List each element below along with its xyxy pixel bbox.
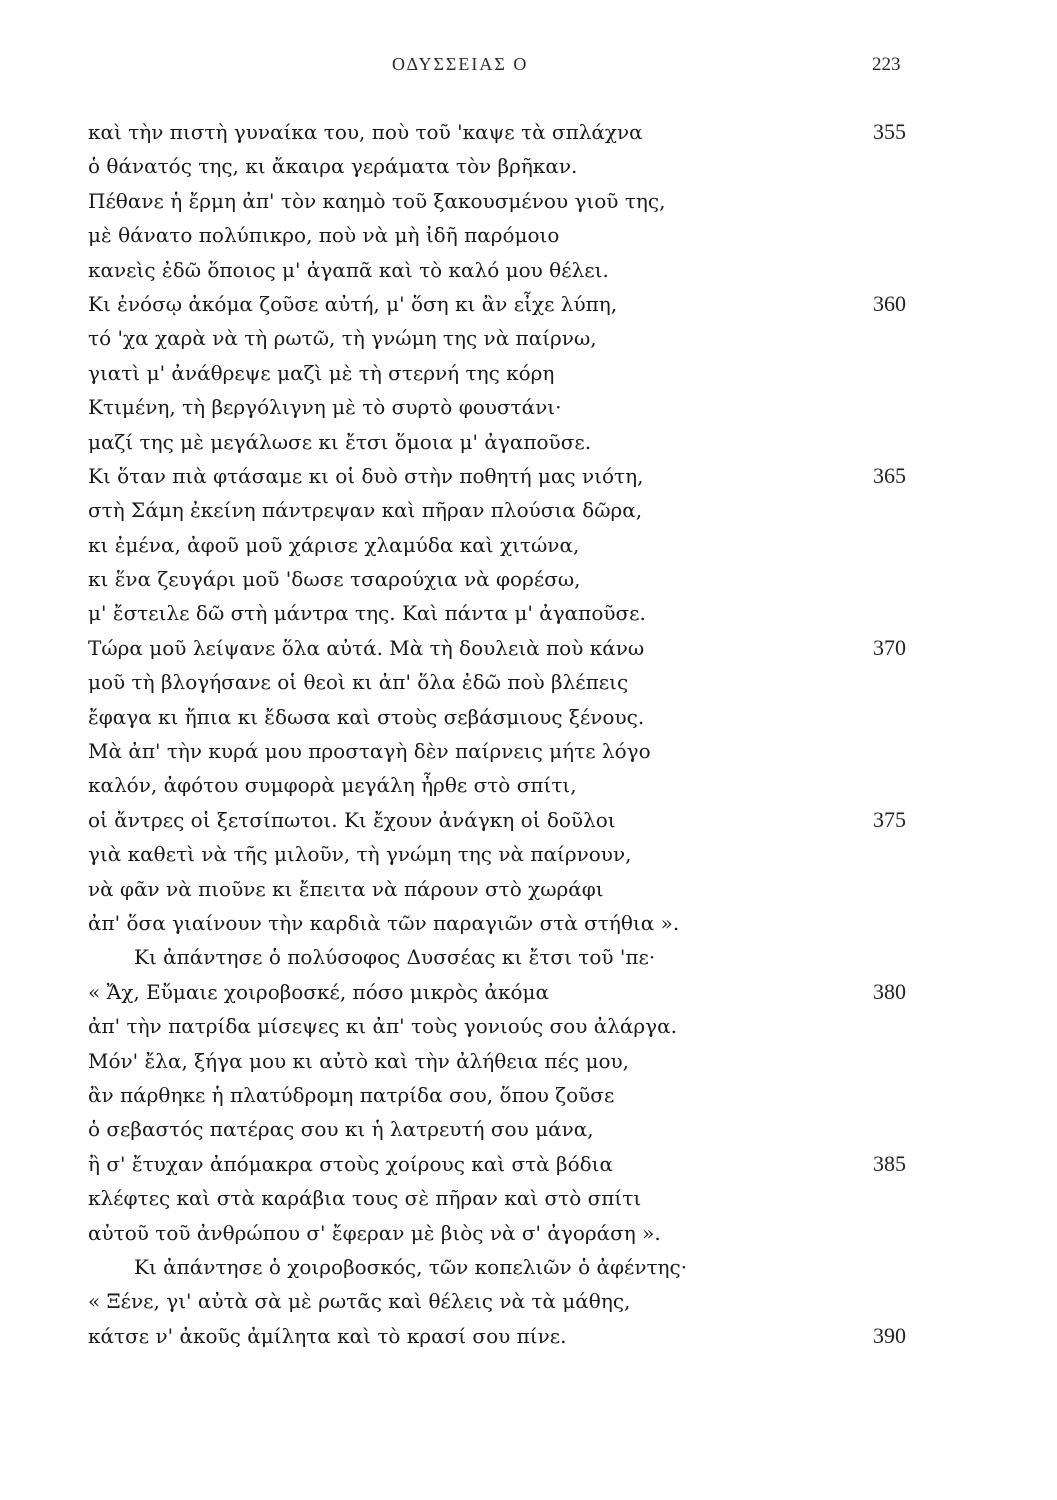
verse-text: γιατὶ μ' ἀνάθρεψε μαζὶ μὲ τὴ στερνή της κόρη: [88, 360, 555, 385]
verse-text: « Ξένε, γι' αὐτὰ σὰ μὲ ρωτᾶς καὶ θέλεις νὰ τὰ μάθης,: [88, 1289, 631, 1314]
verse-text: τό 'χα χαρὰ νὰ τὴ ρωτῶ, τὴ γνώμη της νὰ παίρνω,: [88, 326, 597, 351]
verse-text: κανεὶς ἐδῶ ὅποιος μ' ἀγαπᾶ καὶ τὸ καλό μου θέλει.: [88, 257, 609, 282]
verse-line: [88, 1078, 948, 1112]
verse-line: [88, 1284, 948, 1318]
poem-text: [88, 115, 948, 1353]
verse-line: [88, 287, 948, 321]
line-number: 365: [873, 462, 906, 488]
verse-text: ὁ σεβαστός πατέρας σου κι ἡ λατρευτή σου μάνα,: [88, 1117, 594, 1142]
verse-text: Κτιμένη, τὴ βεργόλιγνη μὲ τὸ συρτὸ φουστάνι·: [88, 395, 562, 420]
verse-text: μ' ἔστειλε δῶ στὴ μάντρα της. Καὶ πάντα μ' ἀγαποῦσε.: [88, 601, 646, 626]
verse-text: καλόν, ἀφότου συμφορὰ μεγάλη ἦρθε στὸ σπίτι,: [88, 773, 577, 798]
verse-text: Κι ἐνόσῳ ἀκόμα ζοῦσε αὐτή, μ' ὅση κι ἂν εἶχε λύπη,: [88, 291, 618, 316]
verse-text: ἂν πάρθηκε ἡ πλατύδρομη πατρίδα σου, ὅπου ζοῦσε: [88, 1082, 615, 1107]
verse-line: [88, 149, 948, 183]
line-number: 360: [873, 290, 906, 316]
verse-line: [88, 321, 948, 355]
verse-line: [88, 425, 948, 459]
verse-line: [88, 665, 948, 699]
verse-text: οἱ ἄντρες οἱ ξετσίπωτοι. Κι ἔχουν ἀνάγκη οἱ δοῦλοι: [88, 807, 616, 832]
verse-line: [88, 253, 948, 287]
verse-text: ἢ σ' ἔτυχαν ἀπόμακρα στοὺς χοίρους καὶ στὰ βόδια: [88, 1151, 614, 1176]
verse-text: ἀπ' ὅσα γιαίνουν τὴν καρδιὰ τῶν παραγιῶν στὰ στήθια ».: [88, 910, 680, 935]
line-number: 355: [873, 119, 906, 144]
verse-line: [88, 459, 948, 493]
verse-line: [88, 768, 948, 802]
verse-text: στὴ Σάμη ἐκείνη πάντρεψαν καὶ πῆραν πλούσια δῶρα,: [88, 498, 643, 523]
verse-line: [88, 1009, 948, 1043]
verse-line: [88, 115, 948, 149]
line-number: 380: [873, 978, 906, 1004]
verse-line: [88, 1319, 948, 1353]
verse-line: [88, 596, 948, 630]
verse-line: [88, 1250, 948, 1284]
verse-text: Μόν' ἔλα, ξήγα μου κι αὐτὸ καὶ τὴν ἀλήθεια πές μου,: [88, 1048, 630, 1073]
verse-line: [88, 975, 948, 1009]
verse-text: Κι ἀπάντησε ὁ χοιροβοσκός, τῶν κοπελιῶν ὁ ἀφέντης·: [134, 1254, 688, 1279]
verse-line: [88, 906, 948, 940]
verse-line: [88, 700, 948, 734]
verse-line: [88, 1044, 948, 1078]
verse-line: [88, 218, 948, 252]
verse-text: κι ἐμένα, ἀφοῦ μοῦ χάρισε χλαμύδα καὶ χιτώνα,: [88, 532, 580, 557]
verse-text: « Ἄχ, Εὔμαιε χοιροβοσκέ, πόσο μικρὸς ἀκόμα: [88, 979, 550, 1004]
verse-line: [88, 1181, 948, 1215]
verse-text: κι ἕνα ζευγάρι μοῦ 'δωσε τσαρούχια νὰ φορέσω,: [88, 567, 581, 592]
verse-line: [88, 734, 948, 768]
verse-text: Κι ἀπάντησε ὁ πολύσοφος Δυσσέας κι ἔτσι τοῦ 'πε·: [134, 945, 656, 970]
verse-line: [88, 837, 948, 871]
verse-text: κλέφτες καὶ στὰ καράβια τους σὲ πῆραν καὶ στὸ σπίτι: [88, 1186, 642, 1211]
verse-line: [88, 1112, 948, 1146]
verse-line: [88, 940, 948, 974]
verse-text: νὰ φᾶν νὰ πιοῦνε κι ἔπειτα νὰ πάρουν στὸ χωράφι: [88, 876, 604, 901]
verse-text: κάτσε ν' ἀκοῦς ἀμίλητα καὶ τὸ κρασί σου πίνε.: [88, 1323, 567, 1348]
running-title: ΟΔΥΣΣΕΙΑΣ Ο: [392, 54, 529, 74]
verse-text: ὁ θάνατός της, κι ἄκαιρα γεράματα τὸν βρῆκαν.: [88, 154, 578, 179]
verse-line: [88, 872, 948, 906]
verse-text: Μὰ ἀπ' τὴν κυρά μου προσταγὴ δὲν παίρνεις μήτε λόγο: [88, 739, 651, 764]
line-number: 390: [873, 1322, 906, 1348]
verse-text: καὶ τὴν πιστὴ γυναίκα του, ποὺ τοῦ 'καψε τὰ σπλάχνα: [88, 120, 643, 144]
verse-text: ἔφαγα κι ἤπια κι ἔδωσα καὶ στοὺς σεβάσμιους ξένους.: [88, 704, 645, 729]
page-header: [0, 54, 1057, 84]
page-number: 223: [872, 54, 901, 75]
verse-line: [88, 1216, 948, 1250]
verse-line: [88, 631, 948, 665]
verse-text: Κι ὅταν πιὰ φτάσαμε κι οἱ δυὸ στὴν ποθητή μας νιότη,: [88, 463, 644, 488]
line-number: 375: [873, 806, 906, 832]
verse-line: [88, 803, 948, 837]
verse-line: [88, 562, 948, 596]
verse-line: [88, 1147, 948, 1181]
verse-text: μαζί της μὲ μεγάλωσε κι ἔτσι ὅμοια μ' ἀγαποῦσε.: [88, 429, 592, 454]
line-number: 370: [873, 634, 906, 660]
verse-line: [88, 528, 948, 562]
verse-text: Τώρα μοῦ λείψανε ὅλα αὐτά. Μὰ τὴ δουλειὰ ποὺ κάνω: [88, 635, 645, 660]
verse-text: Πέθανε ἡ ἔρμη ἀπ' τὸν καημὸ τοῦ ξακουσμένου γιοῦ της,: [88, 188, 666, 213]
verse-line: [88, 493, 948, 527]
verse-text: γιὰ καθετὶ νὰ τῆς μιλοῦν, τὴ γνώμη της νὰ παίρνουν,: [88, 842, 632, 867]
verse-text: μοῦ τὴ βλογήσανε οἱ θεοὶ κι ἀπ' ὅλα ἐδῶ ποὺ βλέπεις: [88, 670, 629, 695]
line-number: 385: [873, 1150, 906, 1176]
verse-text: αὐτοῦ τοῦ ἀνθρώπου σ' ἔφεραν μὲ βιὸς νὰ σ' ἀγοράση ».: [88, 1220, 661, 1245]
verse-text: μὲ θάνατο πολύπικρο, ποὺ νὰ μὴ ἰδῆ παρόμοιο: [88, 223, 560, 248]
verse-line: [88, 390, 948, 424]
verse-line: [88, 356, 948, 390]
verse-line: [88, 184, 948, 218]
verse-text: ἀπ' τὴν πατρίδα μίσεψες κι ἀπ' τοὺς γονιούς σου ἀλάργα.: [88, 1014, 677, 1039]
